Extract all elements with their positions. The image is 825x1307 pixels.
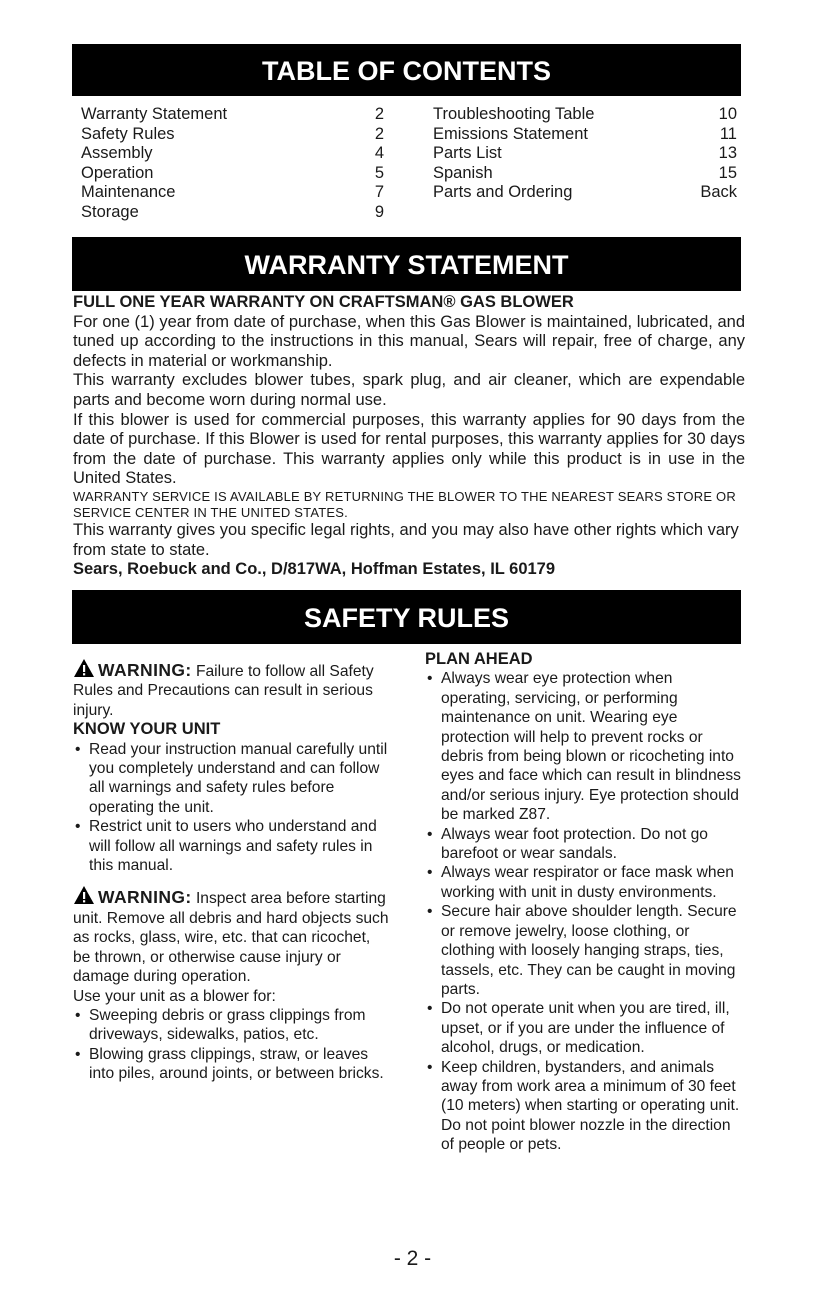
list-item: • Sweeping debris or grass clippings from driveways, sidewalks, patios, etc. xyxy=(73,1006,391,1045)
warning-1 xyxy=(73,658,391,720)
toc-entry-title: Maintenance xyxy=(81,183,176,202)
toc-entry xyxy=(81,105,384,125)
toc-entry xyxy=(81,124,384,145)
warranty-service-notice: WARRANTY SERVICE IS AVAILABLE BY RETURNING THE BLOWER TO THE NEAREST SEARS STORE OR SERVICE CENTER IN THE UNITED STATES. xyxy=(73,488,736,520)
toc-entry-title: Safety Rules xyxy=(81,124,175,143)
toc-entry-title: Troubleshooting Table xyxy=(433,105,595,123)
toc-entry xyxy=(81,163,384,184)
warning-1-text: Failure to follow all Safety Rules and Precautions can result in serious injury. xyxy=(73,663,374,719)
list-item: • Do not operate unit when you are tired, ill, upset, or if you are under the influence of alcohol, drugs, or medication. xyxy=(425,999,745,1057)
toc-entry-page: 10 xyxy=(718,105,737,123)
toc-entry-page: 9 xyxy=(374,202,384,221)
toc-entry xyxy=(433,125,737,145)
toc-entry-page: 4 xyxy=(374,144,384,163)
warranty-paragraph-2: This warranty excludes blower tubes, spark plug, and air cleaner, which are expendable parts and become worn during normal use. xyxy=(73,371,745,409)
toc-banner: TABLE OF CONTENTS xyxy=(72,44,741,96)
list-item: • Always wear eye protection when operating, servicing, or performing maintenance on unit. Wearing eye protection will help to prevent rocks or debris from being blown or ricocheting into eyes and face which can result in blindness and/or serious injury. Eye protection should be marked Z87. xyxy=(425,669,745,824)
list-item: • Always wear foot protection. Do not go barefoot or wear sandals. xyxy=(425,825,745,864)
toc-entry xyxy=(433,144,737,164)
warning-triangle-icon xyxy=(73,658,95,678)
use-list xyxy=(73,1006,391,1084)
toc-entry xyxy=(81,144,384,164)
toc-entry-title: Warranty Statement xyxy=(81,105,228,123)
plan-ahead-list xyxy=(425,669,745,1154)
toc-left-column xyxy=(81,105,384,223)
warranty-paragraph-3: If this blower is used for commercial purposes, this warranty applies for 90 days from the date of purchase. If this Blower is used for rental purposes, this warranty applies for 30 days from the date of purchase. This warranty applies only while this product is in use in the United States. xyxy=(73,410,745,488)
warning-label: WARNING: xyxy=(98,660,192,680)
toc-entry-title: Operation xyxy=(81,163,154,182)
warranty-banner: WARRANTY STATEMENT xyxy=(72,237,741,291)
list-item: • Blowing grass clippings, straw, or leaves into piles, around joints, or between bricks. xyxy=(73,1045,391,1084)
toc-entry xyxy=(433,164,737,184)
toc-entry xyxy=(81,202,384,223)
toc-entry-page: 7 xyxy=(374,183,384,202)
warning-2-text: Inspect area before starting unit. Remove all debris and hard objects such as rocks, glass, wire, etc. that can ricochet, be thrown, or otherwise cause injury or damage during operation. xyxy=(73,890,389,986)
warranty-heading: FULL ONE YEAR WARRANTY ON CRAFTSMAN® GAS BLOWER xyxy=(73,293,574,311)
toc-entry-title: Emissions Statement xyxy=(433,124,588,143)
toc-entry-page: Back xyxy=(700,183,737,202)
warranty-address: Sears, Roebuck and Co., D/817WA, Hoffman Estates, IL 60179 xyxy=(73,560,556,579)
plan-ahead-heading: PLAN AHEAD xyxy=(425,650,533,668)
toc-right-column xyxy=(433,105,737,203)
warning-2 xyxy=(73,885,391,986)
warranty-paragraph-1: For one (1) year from date of purchase, when this Gas Blower is maintained, lubricated, and tuned up according to the instructions in this manual, Sears will repair, free of charge, any defects in material or workmanship. xyxy=(73,312,745,370)
toc-entry-page: 2 xyxy=(374,124,384,143)
toc-entry-page: 15 xyxy=(718,163,737,182)
toc-entry-title: Parts and Ordering xyxy=(433,183,573,202)
list-item: • Always wear respirator or face mask when working with unit in dusty environments. xyxy=(425,863,745,902)
warning-triangle-icon xyxy=(73,885,95,905)
toc-entry-page: 13 xyxy=(718,144,737,163)
know-your-unit-heading: KNOW YOUR UNIT xyxy=(73,720,221,739)
use-intro: Use your unit as a blower for: xyxy=(73,987,276,1005)
toc-entry xyxy=(81,183,384,203)
list-item: • Secure hair above shoulder length. Secure or remove jewelry, loose clothing, or clothing with loosely hanging straps, ties, tassels, etc. They can be caught in moving parts. xyxy=(425,902,745,999)
toc-entry-page: 2 xyxy=(374,105,384,123)
list-item: • Restrict unit to users who understand and will follow all warnings and safety rules in this manual. xyxy=(73,817,391,875)
warranty-section xyxy=(73,293,745,580)
toc-entry-page: 11 xyxy=(719,124,737,143)
toc-entry xyxy=(433,105,737,125)
know-your-unit-list xyxy=(73,740,391,876)
safety-left-column xyxy=(73,658,391,1084)
list-item: • Keep children, bystanders, and animals away from work area a minimum of 30 feet (10 meters) when starting or operating unit. Do not point blower nozzle in the direction of people or pets. xyxy=(425,1058,745,1155)
toc-entry-title: Spanish xyxy=(433,163,493,182)
toc-entry-page: 5 xyxy=(374,163,384,182)
warning-label: WARNING: xyxy=(98,887,192,908)
safety-right-column xyxy=(425,650,745,1155)
toc-entry-title: Parts List xyxy=(433,144,502,163)
safety-banner: SAFETY RULES xyxy=(72,590,741,644)
toc-entry-title: Storage xyxy=(81,202,139,221)
toc-entry xyxy=(433,183,737,203)
page-number: - 2 - xyxy=(393,1247,432,1270)
warranty-paragraph-4: This warranty gives you specific legal rights, and you may also have other rights which vary from state to state. xyxy=(73,520,739,559)
toc-entry-title: Assembly xyxy=(81,144,153,163)
list-item: • Read your instruction manual carefully until you completely understand and can follow all warnings and safety rules before operating the unit. xyxy=(73,740,391,818)
